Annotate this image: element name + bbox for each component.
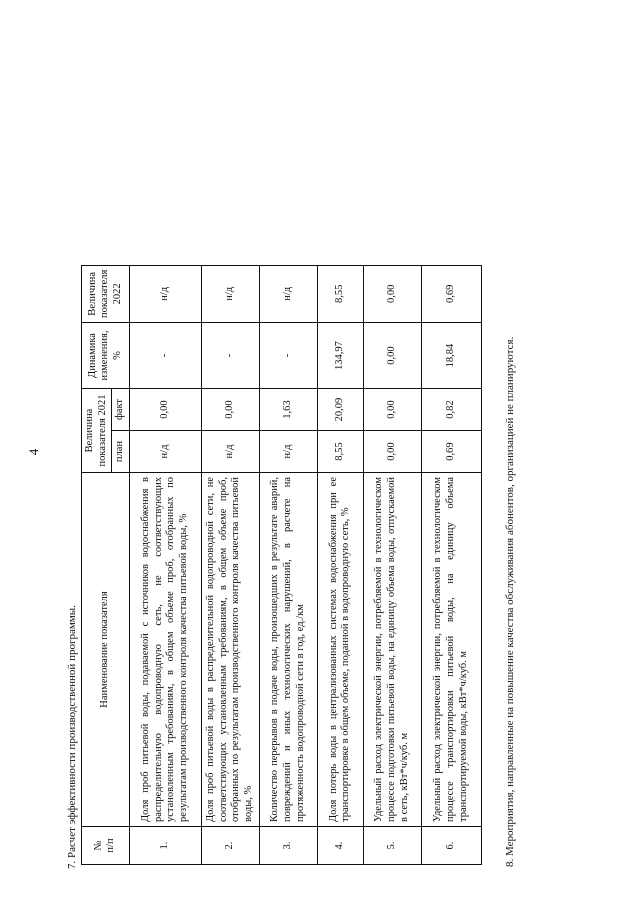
table-row [421, 265, 481, 864]
row-number: 5. [363, 827, 421, 865]
row-change: 134,97 [317, 323, 363, 389]
row-fact: 20,09 [317, 389, 363, 431]
row-plan: н/д [259, 431, 317, 473]
row-plan: 0,00 [363, 431, 421, 473]
row-fact: 0,00 [363, 389, 421, 431]
row-change: 18,84 [421, 323, 481, 389]
header-plan: план [112, 431, 130, 473]
row-number: 6. [421, 827, 481, 865]
row-plan: н/д [129, 431, 201, 473]
table-row [363, 265, 421, 864]
row-number: 1. [129, 827, 201, 865]
row-fact: 0,00 [201, 389, 259, 431]
row-number: 4. [317, 827, 363, 865]
section-title: 7. Расчет эффективности производственной программы. [66, 605, 78, 869]
table-header-row [82, 265, 112, 864]
row-number: 3. [259, 827, 317, 865]
row-fact: 0,00 [129, 389, 201, 431]
row-fact: 0,82 [421, 389, 481, 431]
header-value-2021: Величина показателя 2021 [82, 389, 112, 473]
row-number: 2. [201, 827, 259, 865]
row-change: 0,00 [363, 323, 421, 389]
row-name: Доля проб питьевой воды в распределительной водопроводной сети, не соответствующих установленным требованиям, в общем объеме проб, отобранных по результатам производственного контроля качества питьевой воды, % [201, 473, 259, 827]
row-name: Удельный расход электрической энергии, потребляемой в технологическом процессе подготовки питьевой воды, на единицу объема воды, отпускаемой в сеть, кВт*ч/куб. м [363, 473, 421, 827]
table-row [317, 265, 363, 864]
row-value-2022: 0,00 [363, 265, 421, 322]
header-number: № п/п [82, 827, 130, 865]
row-plan: 0,69 [421, 431, 481, 473]
header-name: Наименование показателя [82, 473, 130, 827]
header-value-2022: Величина показателя 2022 [82, 265, 130, 322]
row-change: - [201, 323, 259, 389]
efficiency-table [81, 265, 482, 865]
header-fact: факт [112, 389, 130, 431]
row-value-2022: н/д [201, 265, 259, 322]
footer-note: 8. Мероприятия, направленные на повышение качества обслуживания абонентов, организацией не планируются. [504, 336, 516, 867]
row-plan: н/д [201, 431, 259, 473]
row-value-2022: н/д [259, 265, 317, 322]
row-plan: 8,55 [317, 431, 363, 473]
row-name: Количество перерывов в подаче воды, произошедших в результате аварий, повреждений и иных технологических нарушений, в расчете на протяженность водопроводной сети в год, ед./км [259, 473, 317, 827]
table-row [259, 265, 317, 864]
row-change: - [129, 323, 201, 389]
row-name: Доля потерь воды в централизованных системах водоснабжения при ее транспортировке в общем объеме, поданной в водопроводную сеть, % [317, 473, 363, 827]
header-change: Динамика изменения, % [82, 323, 130, 389]
row-value-2022: 8,55 [317, 265, 363, 322]
page-number: 4 [26, 448, 41, 456]
row-value-2022: 0,69 [421, 265, 481, 322]
row-fact: 1,63 [259, 389, 317, 431]
table-row [201, 265, 259, 864]
row-value-2022: н/д [129, 265, 201, 322]
row-name: Доля проб питьевой воды, подаваемой с источников водоснабжения в распределительную водопроводную сеть, не соответствующих установленным требованиям, в общем объеме проб, отобранных по результатам производственного контроля качества питьевой воды, % [129, 473, 201, 827]
table-row [129, 265, 201, 864]
row-change: - [259, 323, 317, 389]
row-name: Удельный расход электрической энергии, потребляемой в технологическом процессе транспортировки питьевой воды, на единицу объема транспортируемой воды, кВт*ч/куб. м [421, 473, 481, 827]
